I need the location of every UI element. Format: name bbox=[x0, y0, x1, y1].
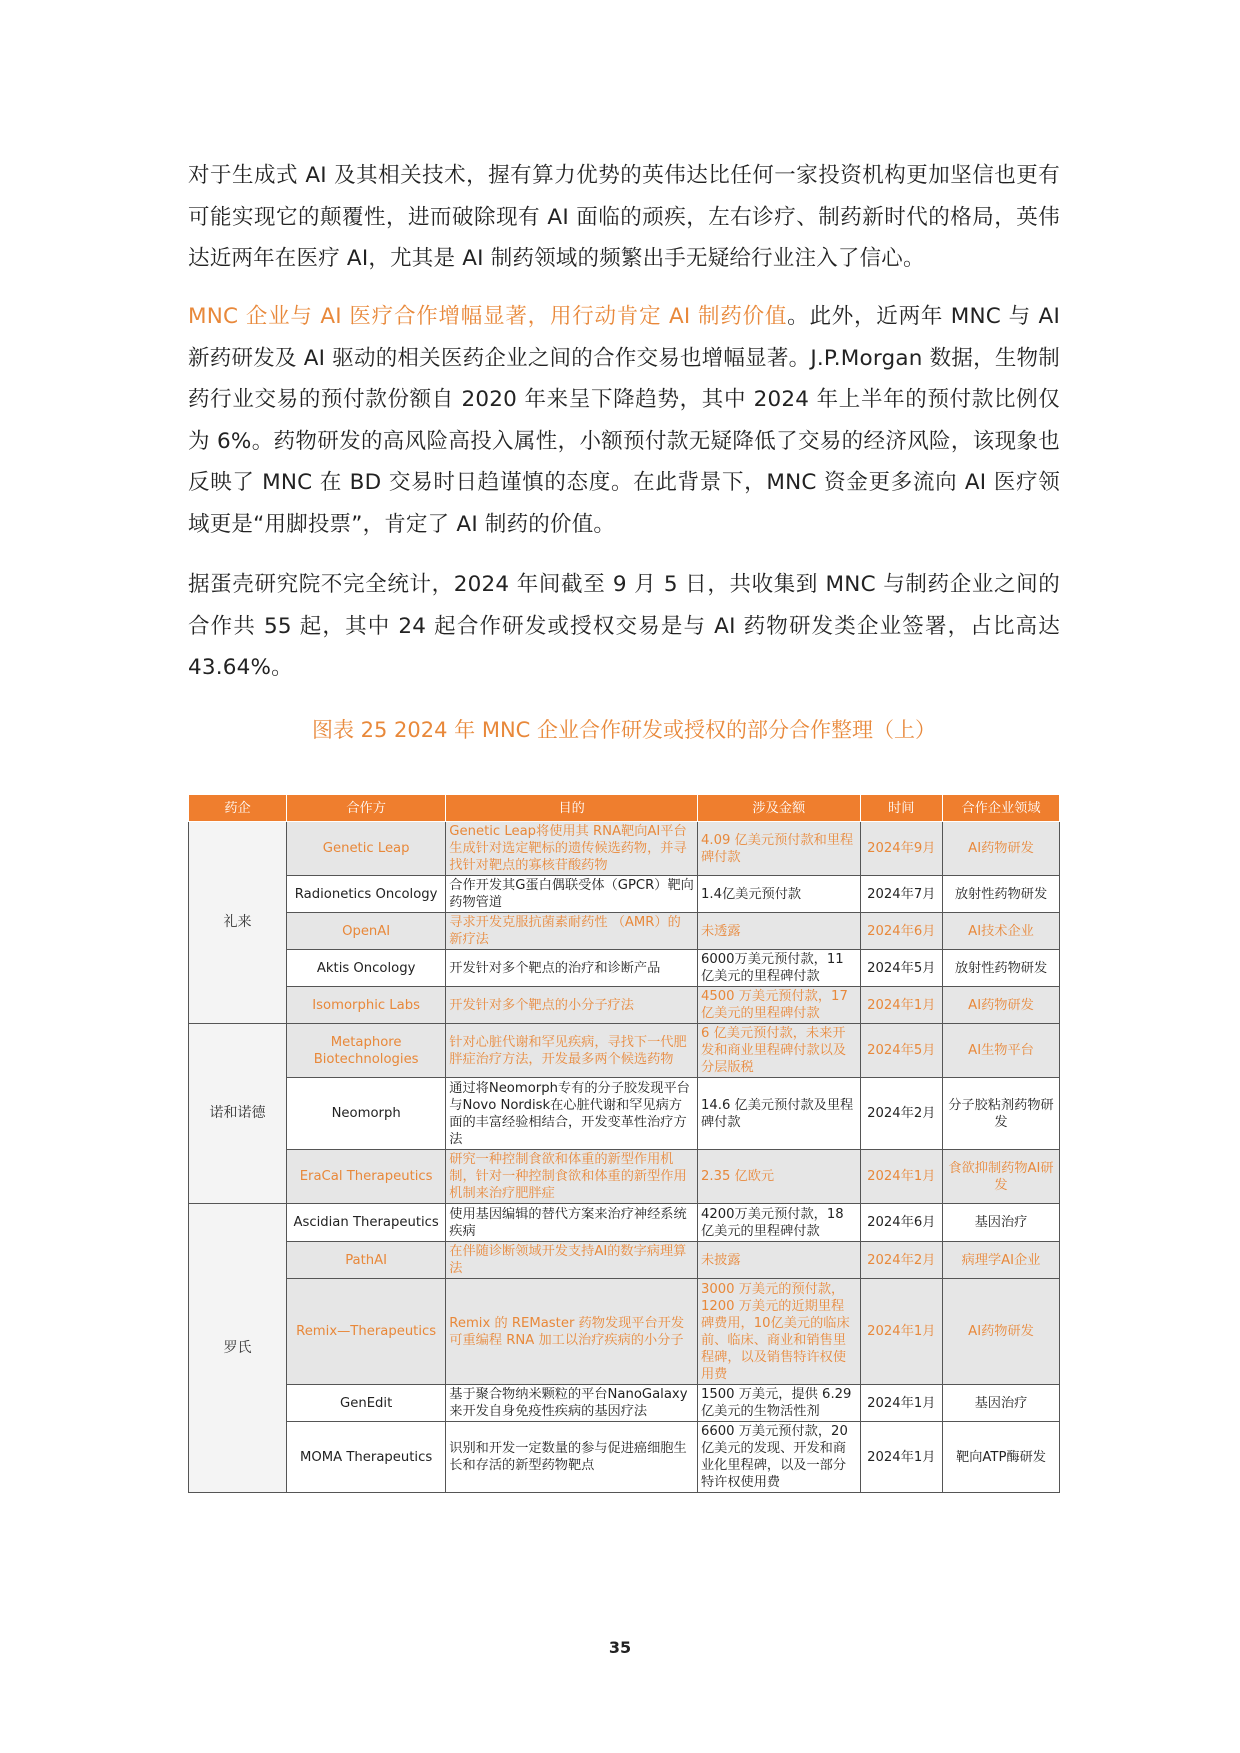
table-row bbox=[189, 1024, 1060, 1078]
partner-cell: Radionetics Oncology bbox=[287, 876, 446, 913]
partner-cell: PathAI bbox=[287, 1242, 446, 1279]
amount-cell: 1.4亿美元预付款 bbox=[697, 876, 860, 913]
field-cell: 靶向ATP酶研发 bbox=[943, 1422, 1060, 1493]
purpose-cell: Genetic Leap将使用其 RNA靶向AI平台生成针对选定靶标的遗传候选药物，并寻找针对靶点的寡核苷酸药物 bbox=[446, 822, 698, 876]
time-cell: 2024年2月 bbox=[860, 1242, 942, 1279]
header-purpose: 目的 bbox=[446, 795, 698, 822]
field-cell: 基因治疗 bbox=[943, 1204, 1060, 1242]
table-row bbox=[189, 1279, 1060, 1385]
partner-cell: Neomorph bbox=[287, 1078, 446, 1150]
figure-caption: 图表 25 2024 年 MNC 企业合作研发或授权的部分合作整理（上） bbox=[311, 718, 937, 742]
partner-cell: Ascidian Therapeutics bbox=[287, 1204, 446, 1242]
header-amount: 涉及金额 bbox=[697, 795, 860, 822]
partner-cell: Genetic Leap bbox=[287, 822, 446, 876]
time-cell: 2024年1月 bbox=[860, 987, 942, 1024]
purpose-cell: 基于聚合物纳米颗粒的平台NanoGalaxy来开发自身免疫性疾病的基因疗法 bbox=[446, 1385, 698, 1422]
partner-cell: Aktis Oncology bbox=[287, 950, 446, 987]
amount-cell: 6000万美元预付款，11亿美元的里程碑付款 bbox=[697, 950, 860, 987]
field-cell: AI技术企业 bbox=[943, 913, 1060, 950]
time-cell: 2024年7月 bbox=[860, 876, 942, 913]
table-row bbox=[189, 1242, 1060, 1279]
table-row bbox=[189, 1078, 1060, 1150]
page-number: 35 bbox=[608, 1638, 632, 1657]
table-row bbox=[189, 913, 1060, 950]
purpose-cell: 研究一种控制食欲和体重的新型作用机制，针对一种控制食欲和体重的新型作用机制来治疗肥胖症 bbox=[446, 1150, 698, 1204]
time-cell: 2024年9月 bbox=[860, 822, 942, 876]
paragraph-statistics: 据蛋壳研究院不完全统计，2024 年间截至 9 月 5 日，共收集到 MNC 与制药企业之间的合作共 55 起，其中 24 起合作研发或授权交易是与 AI 药物研发类企业签署，占比高达 43.64%。 bbox=[188, 572, 1060, 680]
table-row bbox=[189, 1204, 1060, 1242]
amount-cell: 未披露 bbox=[697, 1242, 860, 1279]
partner-cell: Remix—Therapeutics bbox=[287, 1279, 446, 1385]
amount-cell: 6 亿美元预付款，未来开发和商业里程碑付款以及分层版税 bbox=[697, 1024, 860, 1078]
time-cell: 2024年1月 bbox=[860, 1385, 942, 1422]
time-cell: 2024年5月 bbox=[860, 1024, 942, 1078]
partner-cell: Metaphore Biotechnologies bbox=[287, 1024, 446, 1078]
field-cell: 放射性药物研发 bbox=[943, 876, 1060, 913]
table-row bbox=[189, 1385, 1060, 1422]
purpose-cell: 合作开发其G蛋白偶联受体（GPCR）靶向药物管道 bbox=[446, 876, 698, 913]
table-row bbox=[189, 1422, 1060, 1493]
partner-cell: EraCal Therapeutics bbox=[287, 1150, 446, 1204]
amount-cell: 4200万美元预付款，18亿美元的里程碑付款 bbox=[697, 1204, 860, 1242]
field-cell: AI生物平台 bbox=[943, 1024, 1060, 1078]
pharma-cell: 罗氏 bbox=[189, 1204, 287, 1493]
mnc-cooperation-table bbox=[188, 794, 1060, 1493]
field-cell: 病理学AI企业 bbox=[943, 1242, 1060, 1279]
time-cell: 2024年5月 bbox=[860, 950, 942, 987]
header-field: 合作企业领域 bbox=[943, 795, 1060, 822]
field-cell: 分子胶粘剂药物研发 bbox=[943, 1078, 1060, 1150]
field-cell: 基因治疗 bbox=[943, 1385, 1060, 1422]
table-row bbox=[189, 1150, 1060, 1204]
table-row bbox=[189, 987, 1060, 1024]
time-cell: 2024年6月 bbox=[860, 913, 942, 950]
table-row bbox=[189, 876, 1060, 913]
purpose-cell: 使用基因编辑的替代方案来治疗神经系统疾病 bbox=[446, 1204, 698, 1242]
paragraph-highlight: MNC 企业与 AI 医疗合作增幅显著，用行动肯定 AI 制药价值 bbox=[188, 304, 788, 329]
paragraph-nvidia: 对于生成式 AI 及其相关技术，握有算力优势的英伟达比任何一家投资机构更加坚信也更有可能实现它的颠覆性，进而破除现有 AI 面临的顽疾，左右诊疗、制药新时代的格局，英伟达近两年在医疗 AI，尤其是 AI 制药领域的频繁出手无疑给行业注入了信心。 bbox=[188, 163, 1060, 271]
amount-cell: 未透露 bbox=[697, 913, 860, 950]
amount-cell: 4.09 亿美元预付款和里程碑付款 bbox=[697, 822, 860, 876]
pharma-cell: 礼来 bbox=[189, 822, 287, 1024]
purpose-cell: 寻求开发克服抗菌素耐药性 （AMR）的新疗法 bbox=[446, 913, 698, 950]
amount-cell: 4500 万美元预付款，17亿美元的里程碑付款 bbox=[697, 987, 860, 1024]
time-cell: 2024年6月 bbox=[860, 1204, 942, 1242]
purpose-cell: Remix 的 REMaster 药物发现平台开发可重编程 RNA 加工以治疗疾病的小分子 bbox=[446, 1279, 698, 1385]
header-partner: 合作方 bbox=[287, 795, 446, 822]
table-row bbox=[189, 950, 1060, 987]
field-cell: AI药物研发 bbox=[943, 822, 1060, 876]
amount-cell: 2.35 亿欧元 bbox=[697, 1150, 860, 1204]
field-cell: 放射性药物研发 bbox=[943, 950, 1060, 987]
purpose-cell: 针对心脏代谢和罕见疾病，寻找下一代肥胖症治疗方法，开发最多两个候选药物 bbox=[446, 1024, 698, 1078]
partner-cell: GenEdit bbox=[287, 1385, 446, 1422]
table-row bbox=[189, 822, 1060, 876]
time-cell: 2024年1月 bbox=[860, 1422, 942, 1493]
table-header-row bbox=[189, 795, 1060, 822]
field-cell: AI药物研发 bbox=[943, 987, 1060, 1024]
partner-cell: Isomorphic Labs bbox=[287, 987, 446, 1024]
amount-cell: 1500 万美元，提供 6.29 亿美元的生物活性剂 bbox=[697, 1385, 860, 1422]
amount-cell: 3000 万美元的预付款，1200 万美元的近期里程碑费用，10亿美元的临床前、临床、商业和销售里程碑，以及销售特许权使用费 bbox=[697, 1279, 860, 1385]
purpose-cell: 识别和开发一定数量的参与促进癌细胞生长和存活的新型药物靶点 bbox=[446, 1422, 698, 1493]
partner-cell: OpenAI bbox=[287, 913, 446, 950]
partner-cell: MOMA Therapeutics bbox=[287, 1422, 446, 1493]
purpose-cell: 在伴随诊断领域开发支持AI的数字病理算法 bbox=[446, 1242, 698, 1279]
paragraph-mnc bbox=[188, 296, 1060, 545]
pharma-cell: 诺和诺德 bbox=[189, 1024, 287, 1204]
field-cell: 食欲抑制药物AI研发 bbox=[943, 1150, 1060, 1204]
paragraph-body: 。此外，近两年 MNC 与 AI 新药研发及 AI 驱动的相关医药企业之间的合作交易也增幅显著。J.P.Morgan 数据，生物制药行业交易的预付款份额自 2020 年来呈下降趋势，其中 2024 年上半年的预付款比例仅为 6%。药物研发的高风险高投入属性，小额预付款无疑降低了交易的经济风险，该现象也反映了 MNC 在 BD 交易时日趋谨慎的态度。在此背景下，MNC 资金更多流向 AI 医疗领域更是“用脚投票”，肯定了 AI 制药的价值。 bbox=[188, 304, 1060, 537]
purpose-cell: 开发针对多个靶点的小分子疗法 bbox=[446, 987, 698, 1024]
header-time: 时间 bbox=[860, 795, 942, 822]
header-pharma: 药企 bbox=[189, 795, 287, 822]
time-cell: 2024年2月 bbox=[860, 1078, 942, 1150]
purpose-cell: 开发针对多个靶点的治疗和诊断产品 bbox=[446, 950, 698, 987]
amount-cell: 14.6 亿美元预付款及里程碑付款 bbox=[697, 1078, 860, 1150]
field-cell: AI药物研发 bbox=[943, 1279, 1060, 1385]
amount-cell: 6600 万美元预付款，20 亿美元的发现、开发和商业化里程碑，以及一部分特许权使用费 bbox=[697, 1422, 860, 1493]
time-cell: 2024年1月 bbox=[860, 1150, 942, 1204]
purpose-cell: 通过将Neomorph专有的分子胶发现平台与Novo Nordisk在心脏代谢和罕见病方面的丰富经验相结合，开发变革性治疗方法 bbox=[446, 1078, 698, 1150]
time-cell: 2024年1月 bbox=[860, 1279, 942, 1385]
